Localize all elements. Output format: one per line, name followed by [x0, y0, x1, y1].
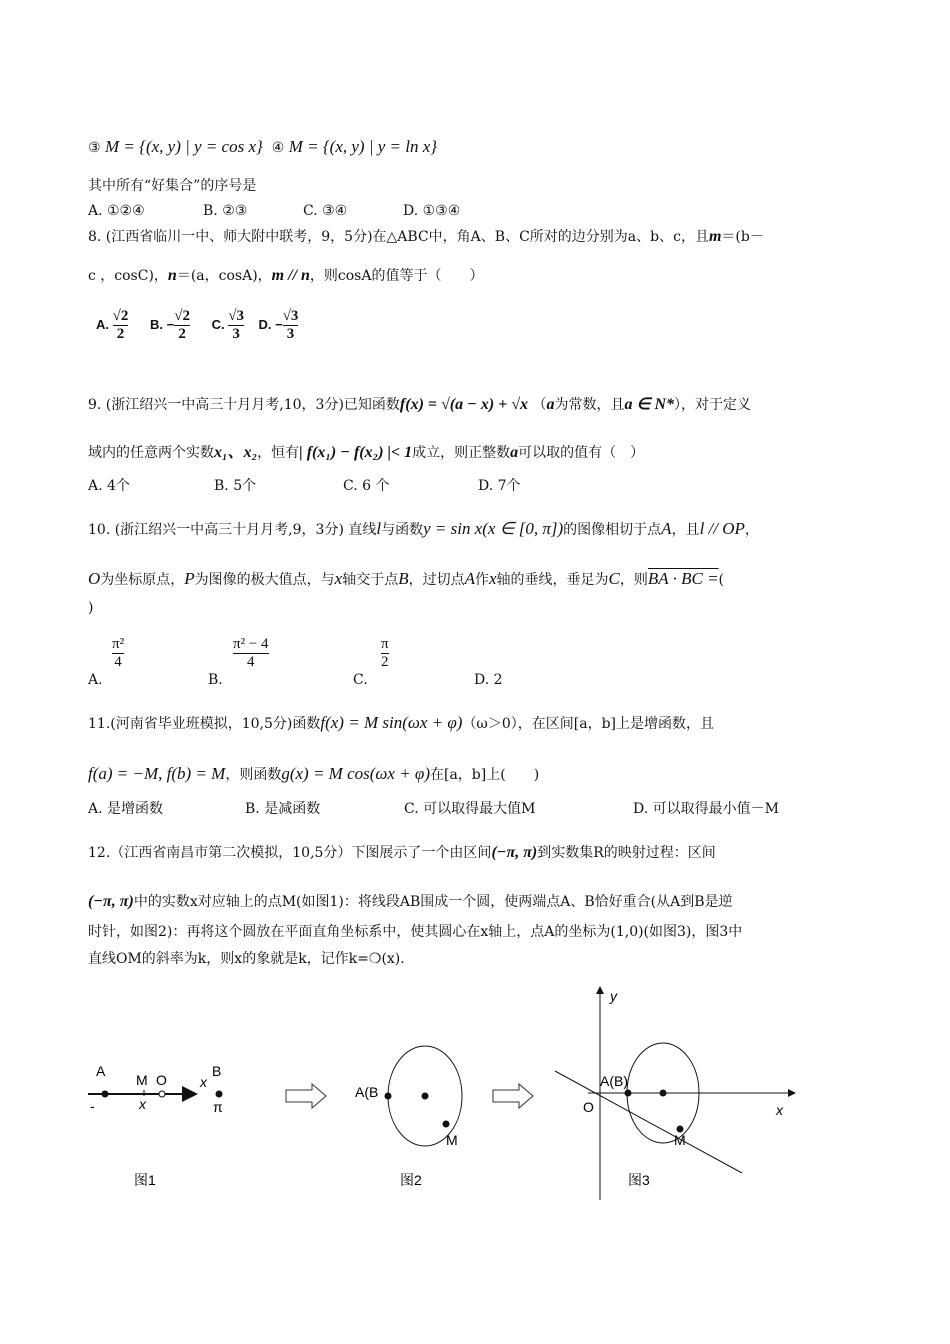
- denominator: 4: [247, 654, 255, 670]
- q11-choice-b: B. 是减函数: [245, 801, 321, 817]
- var-x: x: [489, 569, 497, 588]
- inequality: | f(x₁) − f(x₂) |< 1: [299, 444, 413, 461]
- numerator: π²: [112, 636, 125, 652]
- point-o: O: [88, 569, 101, 588]
- q10-line1: [88, 519, 759, 540]
- fraction: [174, 308, 190, 343]
- q10-text: ，过切点: [408, 572, 465, 588]
- q9-text: （: [532, 397, 547, 413]
- q9-text: 为常数，且: [554, 397, 625, 413]
- numerator: π² − 4: [233, 636, 269, 652]
- point-o: [159, 1091, 165, 1097]
- vector-m: m: [708, 228, 722, 245]
- q12-text: 12.（江西省南昌市第二次模拟，10,5分）下图展示了一个由区间: [88, 845, 492, 861]
- choice-label: C.: [353, 672, 368, 688]
- q8-line1: [88, 227, 764, 247]
- q10-line2: [88, 569, 724, 590]
- interval: (−π, π): [88, 893, 134, 910]
- mapping-figures: [0, 975, 950, 1215]
- q9-text: 成立，则正整数: [412, 445, 511, 461]
- q8-text: ＝(a，cosA)，: [176, 268, 272, 284]
- parallel-formula: m // n: [271, 267, 310, 284]
- q11-text: ，则函数: [225, 767, 282, 783]
- point-a: [102, 1091, 109, 1098]
- q10-text: 与函数: [381, 522, 424, 538]
- choice-label: C.: [211, 316, 225, 332]
- q9-choice-d: D. 7个: [478, 478, 521, 494]
- figure-2-caption: 图2: [400, 1172, 422, 1188]
- label-x: x: [139, 1096, 146, 1112]
- numerator: π: [381, 636, 389, 652]
- figure-3-caption: 图3: [628, 1172, 650, 1188]
- q9-text: 可以取的值有（ ）: [518, 445, 645, 461]
- q8-choices: [96, 308, 298, 343]
- denominator: 4: [114, 654, 122, 670]
- numerator: √2: [174, 308, 190, 324]
- q10-text: 轴的垂线，垂足为: [496, 572, 609, 588]
- q7-options-3-4: [88, 137, 437, 158]
- fraction: [228, 308, 244, 343]
- q9-choice-c: C. 6 个: [343, 478, 390, 494]
- x1-x2: x₁、x₂: [214, 444, 258, 461]
- option-3-number: ③: [88, 140, 101, 156]
- option-4-number: ④: [271, 140, 285, 156]
- q11-text: 11.(河南省毕业班模拟，10,5分)函数: [88, 716, 321, 732]
- q9-line2: [88, 443, 644, 463]
- q9-text: ，恒有: [257, 445, 300, 461]
- var-a: a: [546, 396, 555, 413]
- denominator: 2: [116, 326, 125, 342]
- fraction: [233, 636, 269, 671]
- label-ab: A(B): [600, 1073, 628, 1089]
- q9-line1: [88, 395, 751, 415]
- q10-text: 作: [475, 572, 489, 588]
- q7-question: 其中所有“好集合”的序号是: [88, 178, 257, 194]
- option-4-formula: M = {(x, y) | y = ln x}: [288, 137, 438, 156]
- q10-function: y = sin x(x ∈ [0, π]): [423, 519, 564, 538]
- fraction: [113, 308, 129, 343]
- choice-d: D. 2: [474, 672, 503, 688]
- q10-text: ，: [744, 522, 759, 538]
- center-point: [422, 1093, 429, 1100]
- q8-text: ＝(b－: [721, 229, 764, 245]
- label-y: y: [610, 988, 617, 1004]
- q12-line4: 直线OM的斜率为k，则x的象就是k，记作k=❍(x).: [88, 951, 405, 967]
- q9-function: f(x) = √(a − x) + √x: [399, 396, 529, 413]
- numerator: √3: [228, 308, 245, 324]
- label-m: M: [136, 1072, 148, 1088]
- parallel-formula: l // OP: [699, 519, 745, 538]
- q12-text: 到实数集R的映射过程：区间: [537, 845, 716, 861]
- denominator: 2: [381, 654, 389, 670]
- q8-text: 8. (江西省临川一中、师大附中联考，9，5分)在△ABC中，角A、B、C所对的边分别为a、b、c，且: [88, 229, 709, 245]
- q10-text: ，则: [619, 572, 648, 588]
- label-ab: A(B: [355, 1084, 379, 1100]
- point-b: B: [398, 569, 409, 588]
- q10-text: 的图像相切于点: [563, 522, 662, 538]
- var-x: x: [334, 569, 343, 588]
- q9-choice-a: A. 4个: [88, 478, 130, 494]
- q9-text: 域内的任意两个实数: [88, 445, 214, 461]
- q11-choice-d: D. 可以取得最小值－M: [633, 801, 779, 817]
- arrow-right-icon: [286, 1084, 326, 1108]
- q8-line2: [88, 266, 483, 286]
- label-m: M: [674, 1132, 686, 1148]
- q11-choice-a: A. 是增函数: [88, 801, 164, 817]
- q9-text: ），对于定义: [674, 397, 751, 413]
- q11-text: 在[a，b]上( ): [430, 767, 540, 783]
- q12-line1: [88, 843, 716, 863]
- q10-choices: [88, 636, 888, 696]
- fraction: [283, 308, 299, 343]
- point-c: C: [608, 569, 620, 588]
- option-3-formula: M = {(x, y) | y = cos x}: [105, 137, 263, 156]
- q11-choice-c: C. 可以取得最大值M: [404, 801, 536, 817]
- q7-choice-c: C. ③④: [303, 203, 348, 219]
- q9-text: 9. (浙江绍兴一中高三十月月考,10，3分)已知函数: [88, 397, 400, 413]
- numerator: √3: [282, 308, 299, 324]
- vector-n: n: [167, 267, 177, 284]
- q10-text: 10. (浙江绍兴一中高三十月月考,9，3分) 直线: [88, 522, 377, 538]
- arrow-right-icon: [493, 1084, 533, 1108]
- q11-condition: f(a) = −M, f(b) = M: [88, 764, 226, 783]
- interval: (−π, π): [491, 844, 538, 861]
- q11-function: f(x) = M sin(ωx + φ): [320, 713, 463, 732]
- line-l: l: [376, 519, 382, 538]
- sign: −: [166, 316, 175, 332]
- choice-label: A.: [88, 672, 103, 688]
- point-p: P: [184, 569, 195, 588]
- label-x: x: [776, 1102, 783, 1118]
- denominator: 3: [286, 326, 295, 342]
- q10-text: (: [718, 572, 725, 588]
- fraction: [381, 636, 389, 671]
- q8-text: ，则cosA的值等于（ ）: [309, 268, 484, 284]
- label-o: O: [156, 1072, 167, 1088]
- label-b: B: [212, 1063, 222, 1079]
- choice-label: A.: [96, 316, 109, 332]
- q7-choice-a: A. ①②④: [88, 203, 145, 219]
- choice-label: B.: [150, 316, 164, 332]
- center-point: [660, 1090, 667, 1097]
- q10-text: 为坐标原点，: [100, 572, 185, 588]
- figure-3: [555, 987, 795, 1200]
- dot-product: BA · BC =: [647, 569, 719, 588]
- choice-label: D.: [258, 316, 272, 332]
- a-in-N: a ∈ N*: [624, 396, 674, 413]
- q10-text: ，且: [671, 522, 700, 538]
- q11-g-function: g(x) = M cos(ωx + φ): [281, 764, 430, 783]
- q11-text: （ω＞0），在区间[a，b]上是增函数，且: [462, 716, 714, 732]
- sign: −: [275, 316, 283, 332]
- var-a: a: [510, 444, 519, 461]
- label-m: M: [446, 1132, 458, 1148]
- label-pi: π: [213, 1099, 223, 1115]
- q10-text: 为图像的极大值点，与: [194, 572, 335, 588]
- label-minus: -: [90, 1098, 95, 1114]
- q12-line2: [88, 892, 733, 912]
- figure-1-caption: 图1: [134, 1172, 156, 1188]
- q12-text: 中的实数x对应轴上的点M(如图1)：将线段AB围成一个圆，使两端点A、B恰好重合(从A到B是逆: [133, 894, 733, 910]
- q12-line3: 时针，如图2)：再将这个圆放在平面直角坐标系中，使其圆心在x轴上，点A的坐标为(1,0)(如图3)，图3中: [88, 924, 743, 940]
- q9-choice-b: B. 5个: [214, 478, 257, 494]
- line-om: [555, 1071, 742, 1173]
- point-a: A: [464, 569, 475, 588]
- point-m: [443, 1121, 450, 1128]
- q11-line1: [88, 713, 714, 734]
- q11-line2: [88, 764, 539, 785]
- choice-label: B.: [208, 672, 223, 688]
- denominator: 3: [232, 326, 240, 342]
- label-a: A: [96, 1063, 106, 1079]
- point-b: [216, 1091, 223, 1098]
- figure-2: [355, 1046, 462, 1188]
- fraction: [112, 636, 124, 671]
- label-x-axis: x: [200, 1074, 207, 1090]
- label-o: O: [583, 1099, 594, 1115]
- q8-text: c ，cosC)，: [88, 268, 168, 284]
- figure-1: [88, 1063, 223, 1188]
- q7-choice-d: D. ①③④: [403, 203, 461, 219]
- q7-choice-b: B. ②③: [203, 203, 248, 219]
- q10-line3: ): [88, 600, 94, 616]
- numerator: √2: [112, 308, 129, 324]
- point-ab: [625, 1090, 632, 1097]
- point-ab: [385, 1093, 392, 1100]
- point-a: A: [661, 519, 672, 538]
- denominator: 2: [178, 326, 186, 342]
- q10-text: 轴交于点: [342, 572, 399, 588]
